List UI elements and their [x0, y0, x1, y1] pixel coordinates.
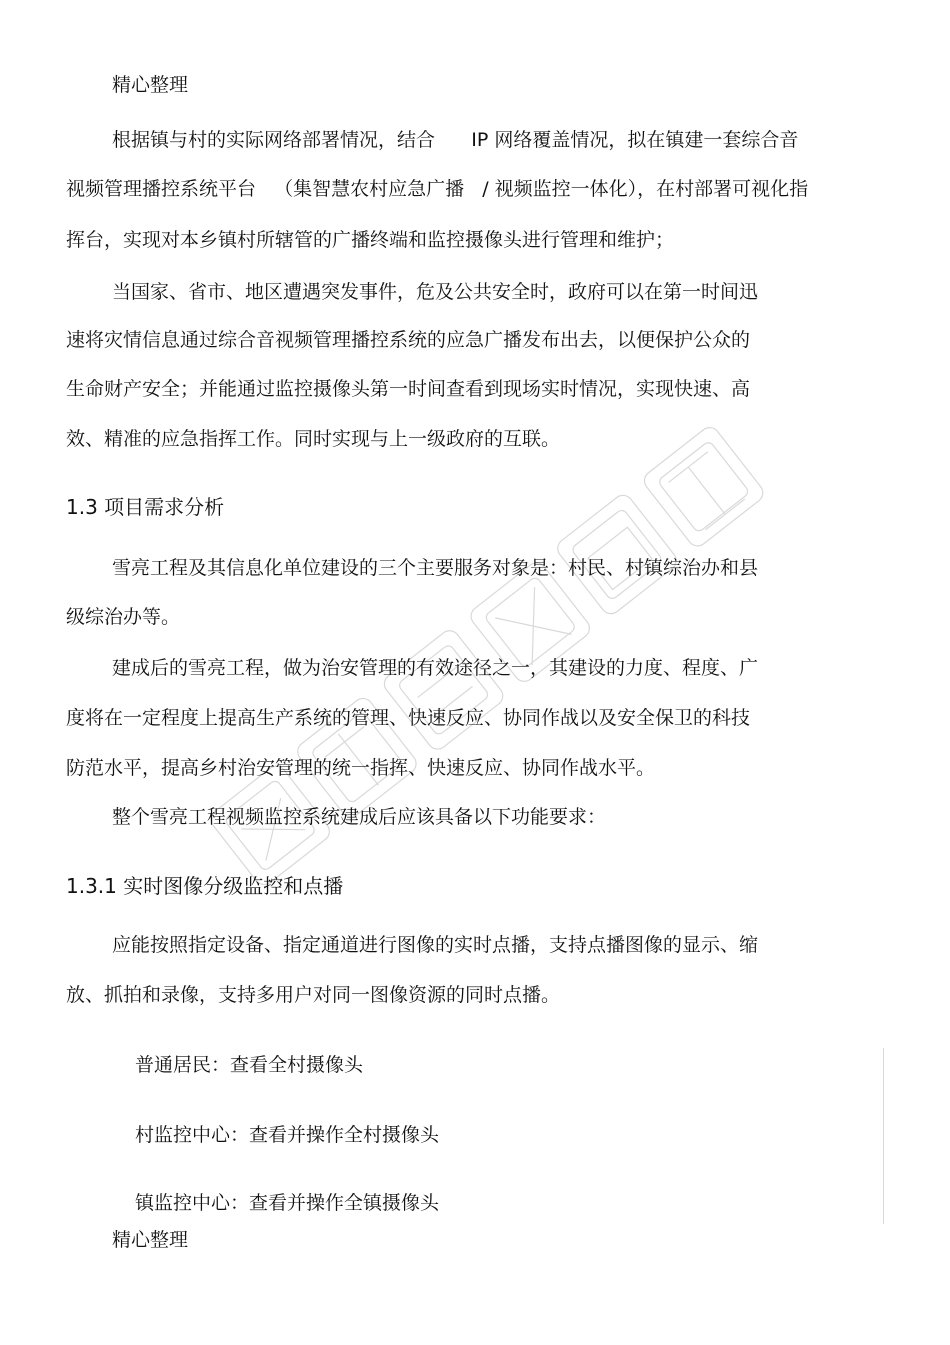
paragraph-2-line-4: 效、精准的应急指挥工作。同时实现与上一级政府的互联。 [66, 428, 561, 450]
access-level-item-town-center: 镇监控中心：查看并操作全镇摄像头 [135, 1192, 440, 1214]
paragraph-2-line-1: 当国家、省市、地区遭遇突发事件，危及公共安全时，政府可以在第一时间迅 [112, 281, 759, 303]
section-1-3-para-2-line-2: 度将在一定程度上提高生产系统的管理、快速反应、协同作战以及安全保卫的科技 [66, 707, 751, 729]
section-1-3-para-1-line-2: 级综治办等。 [66, 606, 181, 628]
access-level-item-village-center: 村监控中心：查看并操作全村摄像头 [135, 1124, 440, 1146]
section-1-3-para-2-line-1: 建成后的雪亮工程，做为治安管理的有效途径之一，其建设的力度、程度、广 [112, 657, 759, 679]
paragraph-1-line-2: 视频管理播控系统平台 （集智慧农村应急广播 / 视频监控一体化），在村部署可视化指 [66, 178, 809, 200]
paragraph-2-line-3: 生命财产安全；并能通过监控摄像头第一时间查看到现场实时情况，实现快速、高 [66, 378, 751, 400]
section-1-3-heading: 1.3 项目需求分析 [66, 495, 225, 519]
page-header-label: 精心整理 [112, 74, 189, 96]
page-footer-label: 精心整理 [112, 1229, 189, 1251]
section-1-3-para-2-line-3: 防范水平，提高乡村治安管理的统一指挥、快速反应、协同作战水平。 [66, 757, 656, 779]
section-1-3-para-1-line-1: 雪亮工程及其信息化单位建设的三个主要服务对象是：村民、村镇综治办和县 [112, 557, 759, 579]
paragraph-1-line-1: 根据镇与村的实际网络部署情况，结合 IP 网络覆盖情况，拟在镇建一套综合音 [112, 129, 799, 151]
section-1-3-1-para-line-1: 应能按照指定设备、指定通道进行图像的实时点播，支持点播图像的显示、缩 [112, 934, 759, 956]
section-1-3-para-3-line-1: 整个雪亮工程视频监控系统建成后应该具备以下功能要求： [112, 806, 607, 828]
right-margin-rule [883, 1048, 884, 1224]
access-level-item-residents: 普通居民：查看全村摄像头 [135, 1054, 364, 1076]
section-1-3-1-para-line-2: 放、抓拍和录像，支持多用户对同一图像资源的同时点播。 [66, 984, 561, 1006]
paragraph-2-line-2: 速将灾情信息通过综合音视频管理播控系统的应急广播发布出去，以便保护公众的 [66, 329, 751, 351]
section-1-3-1-heading: 1.3.1 实时图像分级监控和点播 [66, 874, 344, 898]
paragraph-1-line-3: 挥台，实现对本乡镇村所辖管的广播终端和监控摄像头进行管理和维护； [66, 229, 675, 251]
